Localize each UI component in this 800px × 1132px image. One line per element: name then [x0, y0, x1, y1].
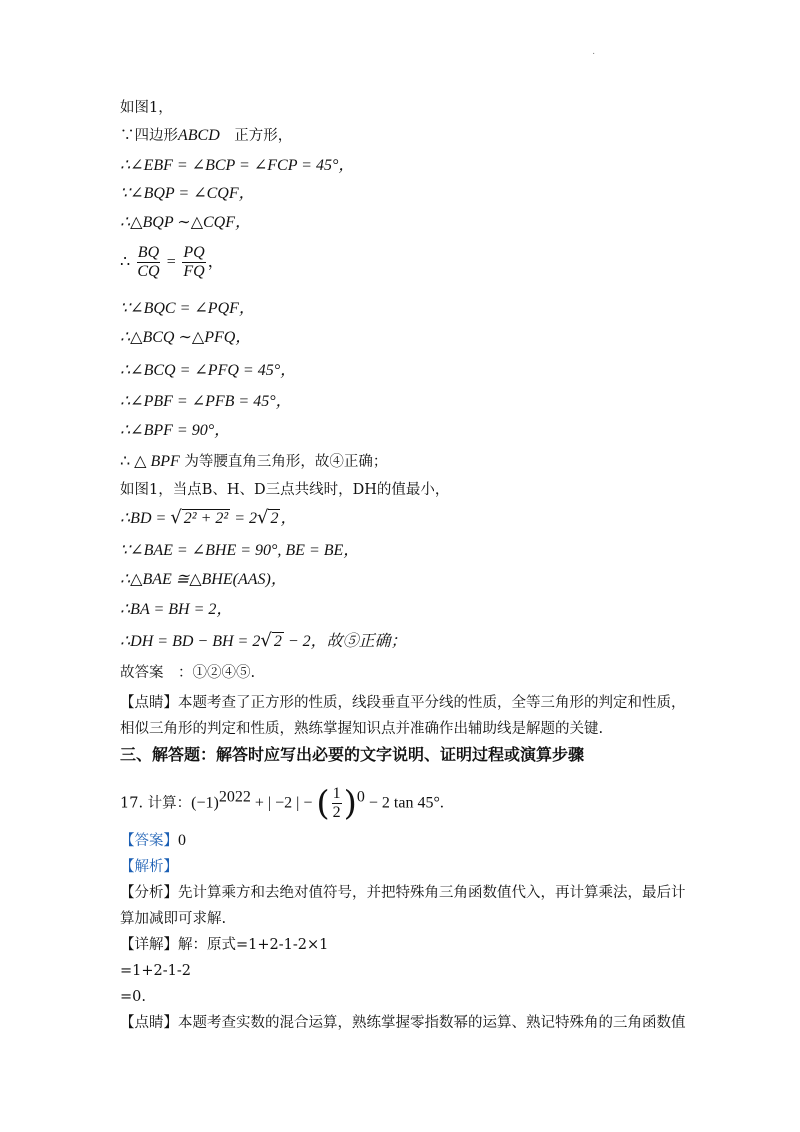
- analysis-line: 【分析】先计算乘方和去绝对值符号，并把特殊角三角函数值代入，再计算乘法，最后计: [120, 885, 686, 901]
- right-paren: ): [343, 783, 357, 824]
- math-segment: = 2: [230, 510, 257, 527]
- sqrt-sign: √: [170, 507, 182, 528]
- text-segment: ，: [207, 253, 224, 271]
- comment-line: 相似三角形的判定和性质，熟练掌握知识点并准确作出辅助线是解题的关键.: [120, 721, 604, 737]
- answer-label: 【答案】: [120, 833, 178, 849]
- math-segment: + | −2 | −: [250, 794, 317, 812]
- math-line: ∴∠EBF = ∠BCP = ∠FCP = 45°，: [120, 157, 355, 174]
- math-segment: − 2，故⑤正确；: [283, 633, 407, 650]
- numerator: 1: [332, 785, 341, 802]
- solution-step: =0.: [120, 989, 146, 1005]
- header-dot: ·: [592, 48, 596, 59]
- math-segment: ∴BD =: [120, 510, 171, 527]
- solution-line: 【详解】解：原式=1+2-1-2×1: [120, 937, 329, 953]
- math-segment: (−1): [191, 794, 219, 812]
- math-line: ∴BA = BH = 2，: [120, 601, 233, 618]
- math-line: ∵∠BAE = ∠BHE = 90°, BE = BE，: [120, 542, 360, 559]
- denominator: CQ: [137, 263, 160, 280]
- math-line: ∴∠BPF = 90°，: [120, 422, 231, 439]
- denominator: FQ: [183, 263, 205, 280]
- text-line: 如图1，当点B、H、D三点共线时，DH的值最小，: [120, 482, 450, 498]
- left-paren: (: [316, 783, 330, 824]
- numerator: PQ: [183, 244, 205, 261]
- sqrt-sign: √: [256, 507, 269, 528]
- radicand: 2: [270, 510, 279, 527]
- denominator: 2: [332, 804, 341, 821]
- answer-line: [120, 831, 186, 851]
- math-segment: ∴DH = BD − BH = 2: [120, 633, 261, 650]
- text-line: 如图1，: [120, 100, 173, 116]
- math-segment: − 2 tan 45°.: [364, 794, 444, 812]
- numerator: BQ: [137, 244, 160, 261]
- analysis-label: 【解析】: [120, 859, 178, 875]
- radicand: 2: [273, 633, 282, 650]
- fraction: [182, 244, 205, 281]
- math-segment: ABCD: [178, 127, 220, 144]
- comment-line: 【点睛】本题考查了正方形的性质，线段垂直平分线的性质，全等三角形的判定和性质，: [120, 695, 686, 711]
- therefore-symbol: ∴: [120, 253, 131, 271]
- answer-line: 故答案 ：①②④⑤.: [120, 665, 256, 681]
- text-segment: 正方形，: [219, 128, 293, 144]
- fraction: [332, 785, 342, 822]
- exponent: 0: [356, 788, 365, 806]
- solution-step: =1+2-1-2: [120, 963, 191, 979]
- text-segment: ∴ △: [120, 453, 151, 470]
- math-line: ∴∠PBF = ∠PFB = 45°，: [120, 393, 292, 410]
- answer-value: 0: [178, 832, 186, 849]
- equals-sign: =: [166, 253, 176, 271]
- radicand: 2² + 2²: [183, 510, 229, 527]
- math-line: ∴△BAE ≅△BHE(AAS)，: [120, 571, 287, 588]
- fraction: [137, 244, 160, 281]
- sqrt-sign: √: [260, 630, 272, 651]
- math-line: ∴△BCQ ∼△PFQ，: [120, 329, 252, 346]
- text-line: [120, 126, 292, 146]
- math-line: ∴△BQP ∼△CQF，: [120, 214, 252, 231]
- question-label: 17. 计算：: [120, 795, 192, 812]
- text-segment: ∵四边形: [120, 128, 178, 144]
- math-line: [120, 508, 296, 529]
- section-heading: 三、解答题：解答时应写出必要的文字说明、证明过程或演算步骤: [120, 745, 585, 764]
- comment-line: 【点睛】本题考查实数的混合运算，熟练掌握零指数幂的运算、熟记特殊角的三角函数值: [120, 1015, 686, 1031]
- analysis-line: 算加减即可求解.: [120, 911, 227, 927]
- question-17: [120, 785, 444, 822]
- fraction-line: [120, 244, 224, 281]
- text-line: [120, 452, 387, 472]
- math-line: ∵∠BQP = ∠CQF，: [120, 185, 255, 202]
- exponent: 2022: [218, 788, 251, 806]
- math-segment: BPF: [150, 453, 180, 470]
- math-line: [120, 631, 407, 652]
- math-line: ∵∠BQC = ∠PQF，: [120, 300, 255, 317]
- math-line: ∴∠BCQ = ∠PFQ = 45°，: [120, 362, 297, 379]
- math-segment: ，: [280, 510, 297, 527]
- text-segment: 为等腰直角三角形，故④正确；: [179, 454, 388, 470]
